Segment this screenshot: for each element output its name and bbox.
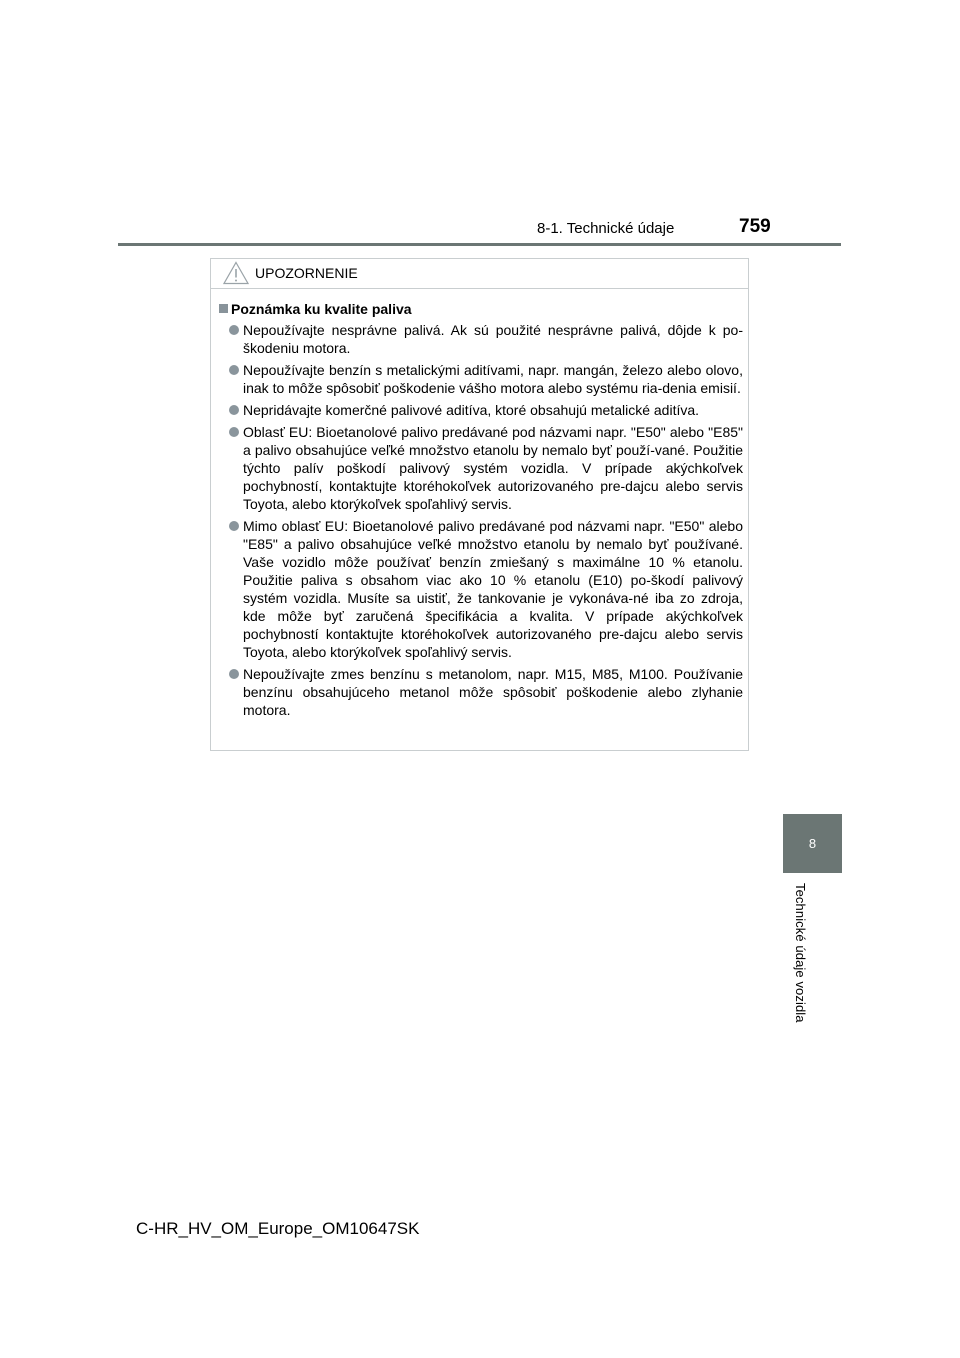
caution-item <box>219 423 743 513</box>
header-section-title: 8-1. Technické údaje <box>537 220 675 237</box>
page-number: 759 <box>739 216 771 237</box>
footer-document-code: C-HR_HV_OM_Europe_OM10647SK <box>136 1219 420 1238</box>
circle-bullet-icon <box>229 521 239 531</box>
caution-item-text: Nepoužívajte zmes benzínu s metanolom, napr. M15, M85, M100. Používanie benzínu obsahujúceho metanol môže spôsobiť poškodenie alebo zlyhanie motora. <box>243 666 743 718</box>
caution-body <box>219 300 743 723</box>
caution-item <box>219 517 743 661</box>
caution-box <box>210 258 749 751</box>
caution-item-text: Nepoužívajte benzín s metalickými aditívami, napr. mangán, železo alebo olovo, inak to môže spôsobiť poškodenie vášho motora alebo systému ria-denia emisií. <box>243 362 743 396</box>
caution-header <box>211 259 748 289</box>
chapter-tab-label: Technické údaje vozidla <box>793 883 808 1023</box>
caution-item <box>219 401 743 419</box>
caution-item-text: Nepridávajte komerčné palivové aditíva, ktoré obsahujú metalické aditíva. <box>243 402 700 418</box>
caution-item-text: Mimo oblasť EU: Bioetanolové palivo predávané pod názvami napr. "E50" alebo "E85" a palivo obsahujúce veľké množstvo etanolu by nemalo byť používané. Vaše vozidlo môže používať benzín zmiešaný s maximálne 10 % etanolu. Použitie paliva s obsahom viac ako 10 % etanolu (E10) po-škodí palivový systém vozidla. Musíte sa uistiť, že tankovanie je vykonáva-né iba zo zdroja, kde môže byť zaručená špecifikácia a kvalita. V prípade akýchkoľvek pochybností kontaktujte ktoréhokoľvek autorizovaného pre-dajcu alebo servis Toyota, alebo ktorýkoľvek spoľahlivý servis. <box>243 518 743 660</box>
caution-item-text: Oblasť EU: Bioetanolové palivo predávané pod názvami napr. "E50" alebo "E85" a palivo obsahujúce veľké množstvo etanolu by nemalo byť použí-vané. Použitie týchto palív poškodí palivový systém vozidla. V prípade akýchkoľvek pochybností, kontaktujte ktoréhokoľvek autorizovaného pre-dajcu alebo servis Toyota, alebo ktorýkoľvek spoľahlivý servis. <box>243 424 743 512</box>
caution-item <box>219 321 743 357</box>
circle-bullet-icon <box>229 365 239 375</box>
caution-subheading-text: Poznámka ku kvalite paliva <box>231 301 412 317</box>
circle-bullet-icon <box>229 427 239 437</box>
caution-item <box>219 361 743 397</box>
header-rule <box>118 243 841 246</box>
caution-title: UPOZORNENIE <box>255 265 358 281</box>
chapter-tab-number: 8 <box>808 836 817 851</box>
caution-item-text: Nepoužívajte nesprávne palivá. Ak sú použité nesprávne palivá, dôjde k po-škodeniu motora. <box>243 322 743 356</box>
circle-bullet-icon <box>229 325 239 335</box>
warning-triangle-icon <box>223 261 249 285</box>
caution-item <box>219 665 743 719</box>
circle-bullet-icon <box>229 669 239 679</box>
chapter-tab <box>783 814 842 873</box>
caution-subheading <box>219 300 743 318</box>
circle-bullet-icon <box>229 405 239 415</box>
square-bullet-icon <box>219 304 228 313</box>
